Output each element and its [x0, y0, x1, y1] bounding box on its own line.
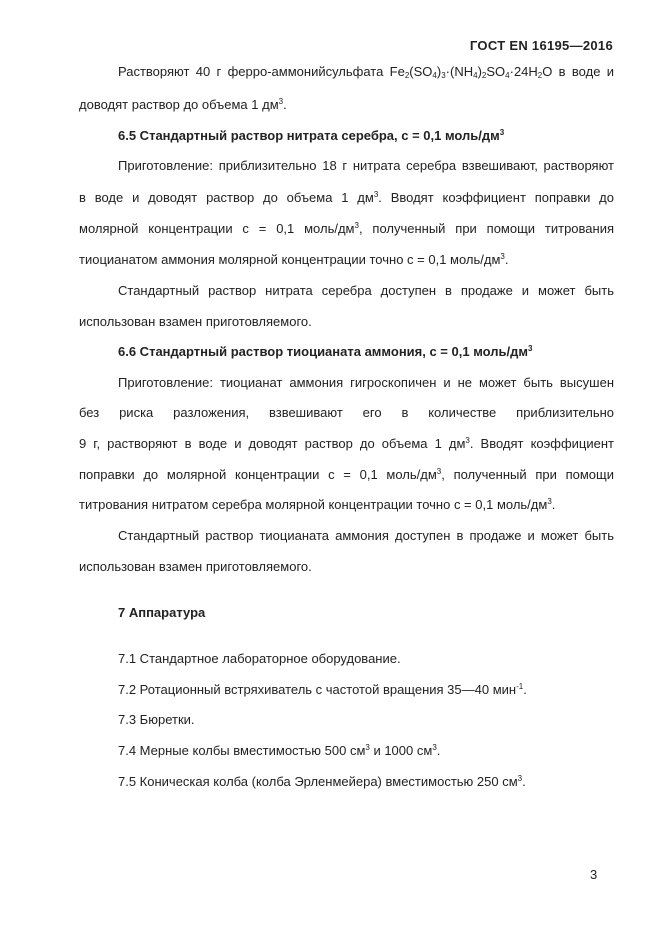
text: и 1000 см: [369, 743, 433, 758]
text: .: [523, 682, 527, 697]
paragraph-line: [79, 252, 614, 268]
page-number: 3: [590, 867, 598, 882]
text: доводят раствор до объема 1 дм: [79, 97, 279, 112]
paragraph-line: использован взамен приготовляемого.: [79, 559, 312, 574]
text: 7.4 Мерные колбы вместимостью 500 см: [118, 743, 366, 758]
text: .: [436, 743, 441, 758]
paragraph-line: без риска разложения, взвешивают его в количестве приблизительно: [79, 405, 614, 420]
text: (SO: [409, 64, 433, 79]
text: 7.2 Ротационный встряхиватель с частотой вращения 35—40 мин: [118, 682, 517, 697]
superscript: 3: [373, 190, 379, 199]
text: тиоцианатом аммония молярной концентрации точно c = 0,1 моль/дм: [79, 252, 501, 267]
text: .: [504, 252, 509, 267]
text: титрования нитратом серебра молярной концентрации точно c = 0,1 моль/дм: [79, 497, 548, 512]
text: 7.5 Коническая колба (колба Эрленмейера) вместимостью 250 см: [118, 774, 518, 789]
superscript: 3: [365, 743, 370, 752]
paragraph-line: [79, 436, 614, 452]
superscript: -1: [516, 682, 524, 691]
superscript: 3: [436, 467, 442, 476]
paragraph-line: Приготовление: тиоцианат аммония гигроскопичен и не может быть высушен: [118, 375, 614, 390]
text: .: [551, 497, 556, 512]
text: , полученный при помощи: [441, 467, 614, 482]
paragraph-line: [118, 64, 614, 80]
text: 9 г, растворяют в воде и доводят раствор до объема 1 дм: [79, 436, 466, 451]
subscript: 4: [505, 71, 510, 80]
superscript: 3: [354, 221, 359, 230]
superscript: 3: [278, 97, 284, 106]
text: , полученный при помощи титрования: [358, 221, 614, 236]
text: .: [522, 774, 526, 789]
subscript: 3: [441, 71, 446, 80]
subscript: 2: [537, 71, 543, 80]
list-item: [118, 774, 614, 790]
text: . Вводят коэффициент: [469, 436, 614, 451]
text: ·(NH: [445, 64, 474, 79]
paragraph-line: использован взамен приготовляемого.: [79, 314, 312, 329]
subscript: 2: [404, 71, 410, 80]
paragraph-line: [79, 190, 614, 206]
superscript: 3: [499, 128, 505, 137]
paragraph-line: [79, 467, 614, 483]
text: O в воде и: [542, 64, 615, 79]
heading-text: 6.5 Стандартный раствор нитрата серебра, c = 0,1 моль/дм: [118, 128, 500, 143]
paragraph-line: [79, 221, 614, 237]
section-heading-7: 7 Аппаратура: [118, 605, 206, 620]
paragraph-line: Стандартный раствор нитрата серебра доступен в продаже и может быть: [118, 283, 614, 298]
superscript: 3: [547, 497, 552, 506]
subscript: 4: [473, 71, 478, 80]
list-item: 7.3 Бюретки.: [118, 712, 195, 727]
section-heading-6-6: [118, 344, 614, 360]
superscript: 3: [528, 344, 533, 353]
paragraph-line: Приготовление: приблизительно 18 г нитрата серебра взвешивают, растворяют: [118, 158, 614, 173]
text: молярной концентрации c = 0,1 моль/дм: [79, 221, 355, 236]
superscript: 3: [432, 743, 437, 752]
subscript: 2: [481, 71, 487, 80]
text: ·24H: [509, 64, 538, 79]
text: в воде и доводят раствор до объема 1 дм: [79, 190, 374, 205]
superscript: 3: [465, 436, 470, 445]
heading-text: 6.6 Стандартный раствор тиоцианата аммония, c = 0,1 моль/дм: [118, 344, 528, 359]
paragraph-line: [79, 497, 614, 513]
text: поправки до молярной концентрации c = 0,1 моль/дм: [79, 467, 437, 482]
list-item: [118, 743, 614, 759]
text: ): [477, 64, 482, 79]
superscript: 3: [517, 774, 523, 783]
paragraph-line: [79, 97, 614, 113]
superscript: 3: [500, 252, 505, 261]
paragraph-line: Стандартный раствор тиоцианата аммония доступен в продаже и может быть: [118, 528, 614, 543]
subscript: 4: [432, 71, 437, 80]
list-item: [118, 682, 614, 698]
text: .: [283, 97, 287, 112]
list-item: 7.1 Стандартное лабораторное оборудование.: [118, 651, 401, 666]
text: SO: [486, 64, 506, 79]
section-heading-6-5: [118, 128, 614, 144]
text: Растворяют 40 г ферро-аммонийсульфата Fe: [118, 64, 405, 79]
text: ): [436, 64, 442, 79]
text: . Вводят коэффициент поправки до: [378, 190, 614, 205]
document-header: ГОСТ EN 16195—2016: [469, 38, 613, 53]
